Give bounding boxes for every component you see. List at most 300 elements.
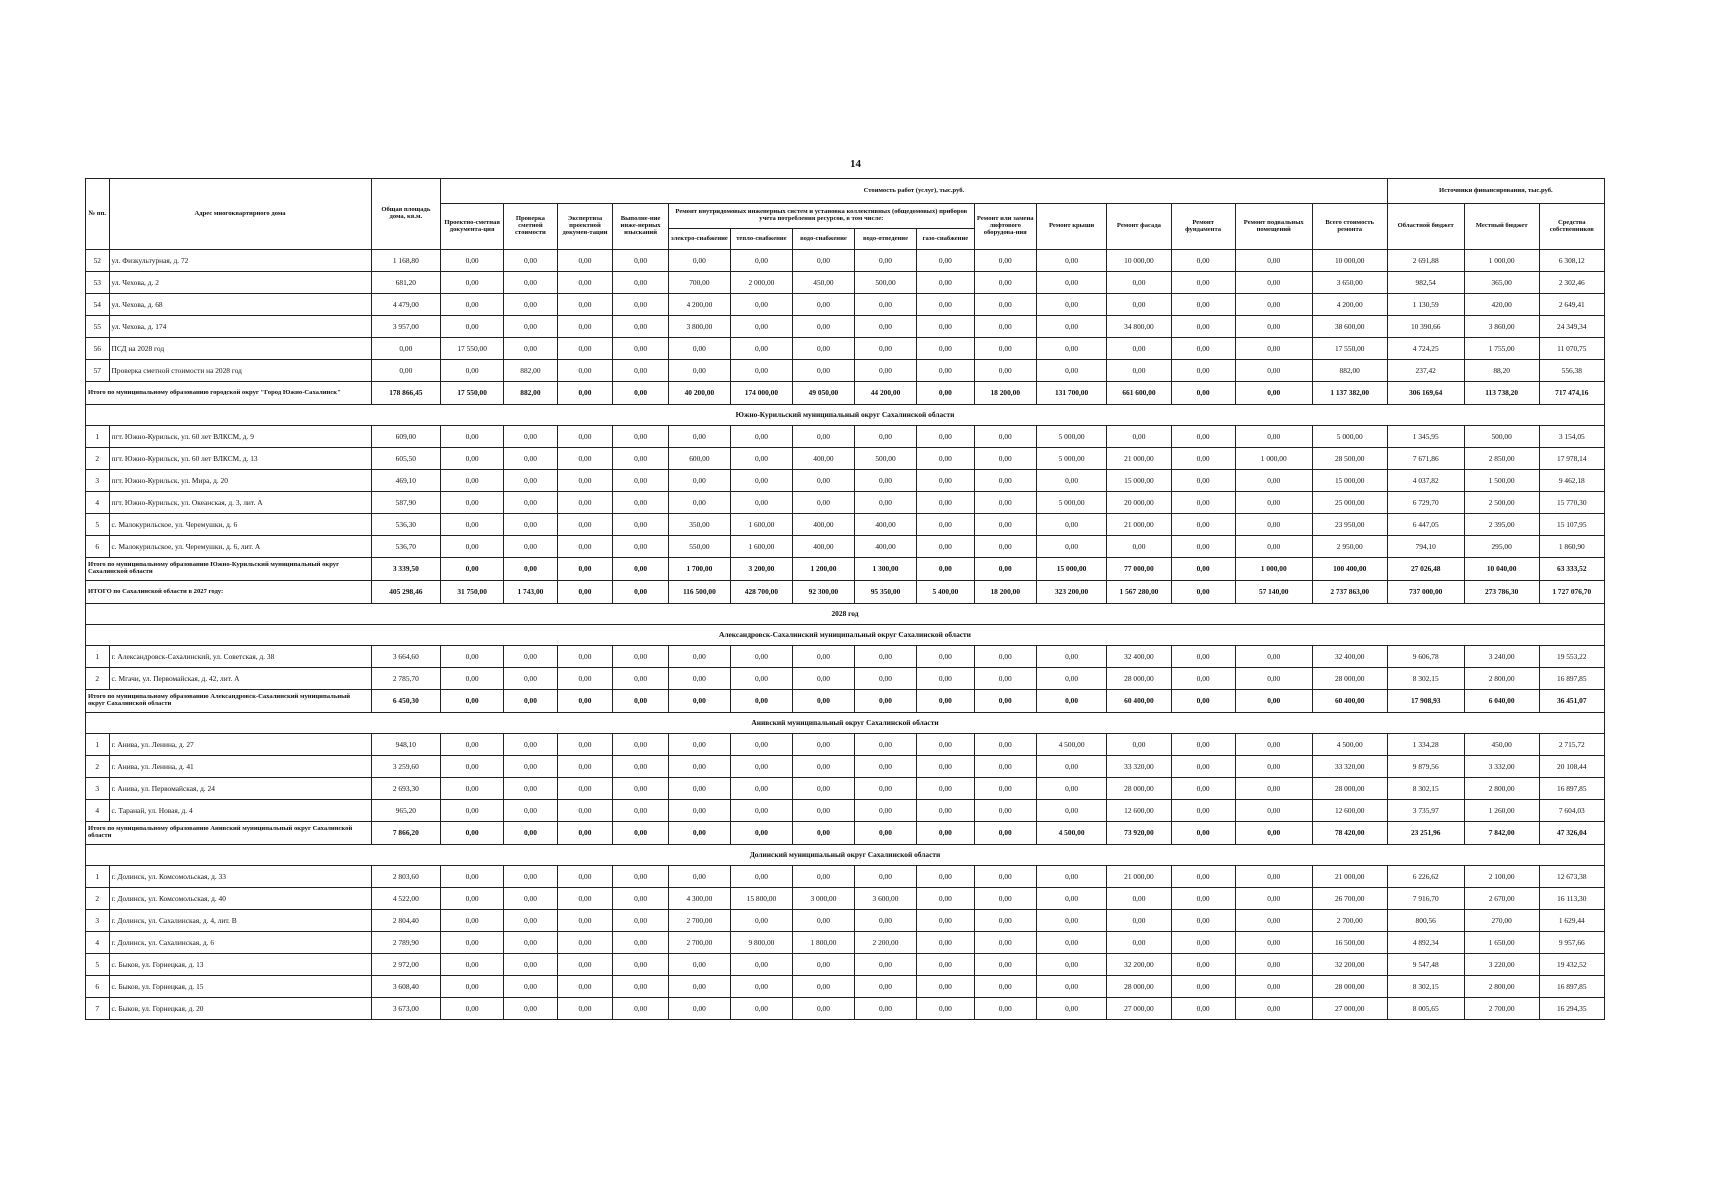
value-cell: 6 729,70 bbox=[1387, 492, 1464, 514]
table-row bbox=[86, 932, 1605, 954]
value-cell: 0,00 bbox=[1107, 294, 1171, 316]
value-cell: 0,00 bbox=[917, 910, 975, 932]
value-cell: 0,00 bbox=[1235, 646, 1312, 668]
value-cell: 0,00 bbox=[504, 492, 557, 514]
value-cell: 0,00 bbox=[1036, 690, 1107, 713]
value-cell: 0,00 bbox=[917, 536, 975, 558]
value-cell: 0,00 bbox=[504, 866, 557, 888]
value-cell: 33 320,00 bbox=[1107, 756, 1171, 778]
col-heat-header: тепло-снабжение bbox=[730, 229, 792, 250]
value-cell: 0,00 bbox=[668, 338, 730, 360]
value-cell: 1 743,00 bbox=[504, 581, 557, 604]
value-cell: 28 000,00 bbox=[1312, 778, 1387, 800]
value-cell: 0,00 bbox=[557, 976, 613, 998]
value-cell: 0,00 bbox=[1036, 250, 1107, 272]
value-cell: 0,00 bbox=[730, 448, 792, 470]
value-cell: 0,00 bbox=[1171, 756, 1235, 778]
value-cell: 420,00 bbox=[1464, 294, 1539, 316]
col-check-header: Проверка сметной стоимости bbox=[504, 204, 557, 250]
value-cell: 0,00 bbox=[1171, 734, 1235, 756]
value-cell: 0,00 bbox=[613, 382, 669, 405]
value-cell: 0,00 bbox=[792, 998, 854, 1020]
value-cell: 0,00 bbox=[1107, 426, 1171, 448]
value-cell: 0,00 bbox=[1171, 316, 1235, 338]
value-cell: 1 860,90 bbox=[1539, 536, 1604, 558]
value-cell: 0,00 bbox=[613, 690, 669, 713]
row-number: 5 bbox=[86, 954, 110, 976]
subtotal-row bbox=[86, 822, 1605, 845]
value-cell: 0,00 bbox=[730, 734, 792, 756]
value-cell: 270,00 bbox=[1464, 910, 1539, 932]
value-cell: 0,00 bbox=[730, 998, 792, 1020]
value-cell: 3 200,00 bbox=[730, 558, 792, 581]
value-cell: 0,00 bbox=[1235, 734, 1312, 756]
value-cell: 15 770,30 bbox=[1539, 492, 1604, 514]
value-cell: 6 226,62 bbox=[1387, 866, 1464, 888]
value-cell: 174 000,00 bbox=[730, 382, 792, 405]
value-cell: 737 000,00 bbox=[1387, 581, 1464, 604]
value-cell: 0,00 bbox=[974, 558, 1036, 581]
value-cell: 0,00 bbox=[1235, 888, 1312, 910]
value-cell: 16 897,85 bbox=[1539, 778, 1604, 800]
col-address-header: Адрес многоквартирного дома bbox=[109, 179, 371, 250]
value-cell: 0,00 bbox=[854, 646, 916, 668]
value-cell: 0,00 bbox=[730, 492, 792, 514]
value-cell: 965,20 bbox=[371, 800, 441, 822]
value-cell: 0,00 bbox=[1171, 536, 1235, 558]
value-cell: 0,00 bbox=[557, 382, 613, 405]
value-cell: 0,00 bbox=[371, 338, 441, 360]
value-cell: 0,00 bbox=[1171, 646, 1235, 668]
value-cell: 0,00 bbox=[1171, 910, 1235, 932]
value-cell: 17 978,14 bbox=[1539, 448, 1604, 470]
value-cell: 2 693,30 bbox=[371, 778, 441, 800]
value-cell: 0,00 bbox=[1171, 294, 1235, 316]
value-cell: 0,00 bbox=[504, 756, 557, 778]
row-number: 2 bbox=[86, 888, 110, 910]
value-cell: 0,00 bbox=[730, 426, 792, 448]
value-cell: 0,00 bbox=[441, 778, 504, 800]
building-address: пгт. Южно-Курильск, ул. 60 лет ВЛКСМ, д. 9 bbox=[109, 426, 371, 448]
value-cell: 0,00 bbox=[792, 954, 854, 976]
value-cell: 0,00 bbox=[613, 250, 669, 272]
value-cell: 16 113,30 bbox=[1539, 888, 1604, 910]
value-cell: 0,00 bbox=[1235, 756, 1312, 778]
value-cell: 0,00 bbox=[974, 448, 1036, 470]
value-cell: 0,00 bbox=[1235, 360, 1312, 382]
value-cell: 0,00 bbox=[854, 976, 916, 998]
value-cell: 0,00 bbox=[1171, 778, 1235, 800]
value-cell: 0,00 bbox=[854, 910, 916, 932]
value-cell: 12 600,00 bbox=[1107, 800, 1171, 822]
table-row bbox=[86, 514, 1605, 536]
value-cell: 3 673,00 bbox=[371, 998, 441, 1020]
value-cell: 0,00 bbox=[557, 426, 613, 448]
value-cell: 7 866,20 bbox=[371, 822, 441, 845]
building-address: г. Анива, ул. Ленина, д. 27 bbox=[109, 734, 371, 756]
value-cell: 0,00 bbox=[792, 360, 854, 382]
value-cell: 0,00 bbox=[1107, 536, 1171, 558]
value-cell: 3 000,00 bbox=[792, 888, 854, 910]
table-row bbox=[86, 778, 1605, 800]
value-cell: 0,00 bbox=[792, 822, 854, 845]
value-cell: 9 462,18 bbox=[1539, 470, 1604, 492]
table-row bbox=[86, 316, 1605, 338]
value-cell: 0,00 bbox=[917, 492, 975, 514]
value-cell: 0,00 bbox=[917, 250, 975, 272]
subtotal-label: Итого по муниципальному образованию Александровск-Сахалинский муниципальный округ Сахалинской области bbox=[86, 690, 372, 713]
table-row bbox=[86, 294, 1605, 316]
value-cell: 1 800,00 bbox=[792, 932, 854, 954]
value-cell: 5 000,00 bbox=[1312, 426, 1387, 448]
value-cell: 0,00 bbox=[974, 756, 1036, 778]
value-cell: 0,00 bbox=[613, 910, 669, 932]
value-cell: 273 786,30 bbox=[1464, 581, 1539, 604]
value-cell: 0,00 bbox=[441, 470, 504, 492]
value-cell: 0,00 bbox=[441, 558, 504, 581]
value-cell: 0,00 bbox=[441, 976, 504, 998]
value-cell: 0,00 bbox=[504, 294, 557, 316]
value-cell: 0,00 bbox=[917, 294, 975, 316]
value-cell: 0,00 bbox=[1036, 316, 1107, 338]
value-cell: 0,00 bbox=[557, 778, 613, 800]
building-address: г. Анива, ул. Первомайская, д. 24 bbox=[109, 778, 371, 800]
value-cell: 21 000,00 bbox=[1312, 866, 1387, 888]
value-cell: 1 000,00 bbox=[1235, 448, 1312, 470]
value-cell: 0,00 bbox=[1171, 954, 1235, 976]
value-cell: 0,00 bbox=[613, 514, 669, 536]
value-cell: 27 000,00 bbox=[1107, 998, 1171, 1020]
value-cell: 10 000,00 bbox=[1312, 250, 1387, 272]
value-cell: 0,00 bbox=[1171, 382, 1235, 405]
value-cell: 4 200,00 bbox=[1312, 294, 1387, 316]
funding-group-header: Источники финансирования, тыс.руб. bbox=[1387, 179, 1604, 204]
value-cell: 0,00 bbox=[917, 866, 975, 888]
value-cell: 2 785,70 bbox=[371, 668, 441, 690]
value-cell: 0,00 bbox=[1171, 448, 1235, 470]
col-regional-header: Областной бюджет bbox=[1387, 204, 1464, 250]
value-cell: 0,00 bbox=[974, 998, 1036, 1020]
value-cell: 12 673,38 bbox=[1539, 866, 1604, 888]
value-cell: 0,00 bbox=[974, 360, 1036, 382]
value-cell: 28 500,00 bbox=[1312, 448, 1387, 470]
col-facade-header: Ремонт фасада bbox=[1107, 204, 1171, 250]
value-cell: 21 000,00 bbox=[1107, 448, 1171, 470]
value-cell: 0,00 bbox=[613, 360, 669, 382]
value-cell: 0,00 bbox=[557, 756, 613, 778]
value-cell: 0,00 bbox=[854, 338, 916, 360]
value-cell: 0,00 bbox=[854, 470, 916, 492]
value-cell: 0,00 bbox=[1171, 272, 1235, 294]
value-cell: 1 629,44 bbox=[1539, 910, 1604, 932]
value-cell: 0,00 bbox=[557, 294, 613, 316]
value-cell: 500,00 bbox=[1464, 426, 1539, 448]
value-cell: 5 000,00 bbox=[1036, 426, 1107, 448]
value-cell: 0,00 bbox=[668, 426, 730, 448]
value-cell: 17 550,00 bbox=[1312, 338, 1387, 360]
value-cell: 0,00 bbox=[854, 998, 916, 1020]
row-number: 3 bbox=[86, 910, 110, 932]
value-cell: 605,50 bbox=[371, 448, 441, 470]
value-cell: 0,00 bbox=[974, 976, 1036, 998]
row-number: 4 bbox=[86, 800, 110, 822]
value-cell: 0,00 bbox=[668, 778, 730, 800]
value-cell: 0,00 bbox=[1235, 668, 1312, 690]
col-surveys-header: Выполне-ние инже-нерных изысканий bbox=[613, 204, 669, 250]
value-cell: 0,00 bbox=[792, 250, 854, 272]
value-cell: 47 326,04 bbox=[1539, 822, 1604, 845]
value-cell: 0,00 bbox=[557, 800, 613, 822]
value-cell: 4 200,00 bbox=[668, 294, 730, 316]
value-cell: 0,00 bbox=[917, 734, 975, 756]
value-cell: 0,00 bbox=[613, 338, 669, 360]
value-cell: 0,00 bbox=[730, 690, 792, 713]
row-number: 7 bbox=[86, 998, 110, 1020]
value-cell: 0,00 bbox=[792, 338, 854, 360]
row-number: 1 bbox=[86, 866, 110, 888]
table-row bbox=[86, 426, 1605, 448]
value-cell: 0,00 bbox=[557, 250, 613, 272]
value-cell: 0,00 bbox=[730, 800, 792, 822]
value-cell: 0,00 bbox=[557, 470, 613, 492]
value-cell: 9 800,00 bbox=[730, 932, 792, 954]
value-cell: 4 500,00 bbox=[1312, 734, 1387, 756]
value-cell: 0,00 bbox=[1235, 800, 1312, 822]
value-cell: 0,00 bbox=[792, 294, 854, 316]
value-cell: 0,00 bbox=[1171, 800, 1235, 822]
value-cell: 17 550,00 bbox=[441, 338, 504, 360]
value-cell: 0,00 bbox=[557, 316, 613, 338]
value-cell: 0,00 bbox=[441, 250, 504, 272]
value-cell: 0,00 bbox=[613, 470, 669, 492]
value-cell: 0,00 bbox=[974, 932, 1036, 954]
value-cell: 4 522,00 bbox=[371, 888, 441, 910]
value-cell: 0,00 bbox=[557, 581, 613, 604]
value-cell: 550,00 bbox=[668, 536, 730, 558]
value-cell: 0,00 bbox=[504, 448, 557, 470]
value-cell: 0,00 bbox=[792, 800, 854, 822]
value-cell: 0,00 bbox=[557, 338, 613, 360]
value-cell: 0,00 bbox=[1171, 492, 1235, 514]
value-cell: 24 349,34 bbox=[1539, 316, 1604, 338]
value-cell: 948,10 bbox=[371, 734, 441, 756]
value-cell: 0,00 bbox=[504, 910, 557, 932]
value-cell: 3 259,60 bbox=[371, 756, 441, 778]
value-cell: 0,00 bbox=[1235, 294, 1312, 316]
value-cell: 0,00 bbox=[917, 338, 975, 360]
value-cell: 0,00 bbox=[613, 581, 669, 604]
value-cell: 4 500,00 bbox=[1036, 822, 1107, 845]
value-cell: 0,00 bbox=[613, 778, 669, 800]
value-cell: 0,00 bbox=[668, 800, 730, 822]
value-cell: 0,00 bbox=[441, 932, 504, 954]
section-title: Долинский муниципальный округ Сахалинской области bbox=[86, 845, 1605, 866]
value-cell: 405 298,46 bbox=[371, 581, 441, 604]
value-cell: 15 000,00 bbox=[1036, 558, 1107, 581]
value-cell: 7 842,00 bbox=[1464, 822, 1539, 845]
value-cell: 32 200,00 bbox=[1312, 954, 1387, 976]
value-cell: 0,00 bbox=[504, 998, 557, 1020]
value-cell: 9 547,48 bbox=[1387, 954, 1464, 976]
section-title: 2028 год bbox=[86, 604, 1605, 625]
value-cell: 3 240,00 bbox=[1464, 646, 1539, 668]
value-cell: 0,00 bbox=[613, 558, 669, 581]
value-cell: 2 100,00 bbox=[1464, 866, 1539, 888]
value-cell: 113 738,20 bbox=[1464, 382, 1539, 405]
value-cell: 7 671,86 bbox=[1387, 448, 1464, 470]
section-title: Александровск-Сахалинский муниципальный округ Сахалинской области bbox=[86, 625, 1605, 646]
value-cell: 0,00 bbox=[557, 866, 613, 888]
value-cell: 0,00 bbox=[441, 536, 504, 558]
value-cell: 0,00 bbox=[613, 756, 669, 778]
value-cell: 0,00 bbox=[1107, 888, 1171, 910]
value-cell: 19 432,52 bbox=[1539, 954, 1604, 976]
value-cell: 0,00 bbox=[1036, 646, 1107, 668]
value-cell: 0,00 bbox=[557, 272, 613, 294]
subtotal-label: ИТОГО по Сахалинской области в 2027 году: bbox=[86, 581, 372, 604]
value-cell: 0,00 bbox=[974, 316, 1036, 338]
value-cell: 0,00 bbox=[371, 360, 441, 382]
value-cell: 0,00 bbox=[613, 866, 669, 888]
value-cell: 18 200,00 bbox=[974, 382, 1036, 405]
value-cell: 500,00 bbox=[854, 448, 916, 470]
value-cell: 0,00 bbox=[1036, 932, 1107, 954]
value-cell: 10 040,00 bbox=[1464, 558, 1539, 581]
value-cell: 0,00 bbox=[974, 470, 1036, 492]
value-cell: 0,00 bbox=[504, 338, 557, 360]
value-cell: 0,00 bbox=[557, 448, 613, 470]
value-cell: 587,90 bbox=[371, 492, 441, 514]
value-cell: 0,00 bbox=[668, 360, 730, 382]
value-cell: 3 154,05 bbox=[1539, 426, 1604, 448]
value-cell: 0,00 bbox=[730, 360, 792, 382]
value-cell: 0,00 bbox=[974, 492, 1036, 514]
value-cell: 0,00 bbox=[441, 426, 504, 448]
value-cell: 717 474,16 bbox=[1539, 382, 1604, 405]
value-cell: 0,00 bbox=[854, 294, 916, 316]
value-cell: 0,00 bbox=[1235, 910, 1312, 932]
value-cell: 3 608,40 bbox=[371, 976, 441, 998]
row-number: 3 bbox=[86, 778, 110, 800]
value-cell: 33 320,00 bbox=[1312, 756, 1387, 778]
value-cell: 32 400,00 bbox=[1312, 646, 1387, 668]
table-row bbox=[86, 448, 1605, 470]
value-cell: 0,00 bbox=[854, 426, 916, 448]
value-cell: 0,00 bbox=[613, 976, 669, 998]
value-cell: 2 700,00 bbox=[668, 932, 730, 954]
value-cell: 0,00 bbox=[668, 734, 730, 756]
value-cell: 0,00 bbox=[854, 954, 916, 976]
value-cell: 0,00 bbox=[854, 250, 916, 272]
value-cell: 0,00 bbox=[504, 514, 557, 536]
value-cell: 350,00 bbox=[668, 514, 730, 536]
value-cell: 1 755,00 bbox=[1464, 338, 1539, 360]
value-cell: 0,00 bbox=[504, 690, 557, 713]
value-cell: 0,00 bbox=[1235, 426, 1312, 448]
col-total-cost-header: Всего стоимость ремонта bbox=[1312, 204, 1387, 250]
value-cell: 3 800,00 bbox=[668, 316, 730, 338]
value-cell: 0,00 bbox=[1036, 998, 1107, 1020]
value-cell: 0,00 bbox=[1036, 976, 1107, 998]
value-cell: 0,00 bbox=[441, 866, 504, 888]
value-cell: 0,00 bbox=[730, 866, 792, 888]
value-cell: 0,00 bbox=[613, 448, 669, 470]
value-cell: 73 920,00 bbox=[1107, 822, 1171, 845]
value-cell: 0,00 bbox=[1235, 690, 1312, 713]
value-cell: 0,00 bbox=[1036, 294, 1107, 316]
value-cell: 0,00 bbox=[557, 360, 613, 382]
value-cell: 0,00 bbox=[917, 316, 975, 338]
building-address: пгт. Южно-Курильск, ул. 60 лет ВЛКСМ, д. 13 bbox=[109, 448, 371, 470]
value-cell: 2 803,60 bbox=[371, 866, 441, 888]
value-cell: 0,00 bbox=[917, 558, 975, 581]
table-row bbox=[86, 800, 1605, 822]
value-cell: 49 050,00 bbox=[792, 382, 854, 405]
value-cell: 0,00 bbox=[668, 756, 730, 778]
value-cell: 0,00 bbox=[504, 888, 557, 910]
value-cell: 88,20 bbox=[1464, 360, 1539, 382]
value-cell: 16 294,35 bbox=[1539, 998, 1604, 1020]
value-cell: 0,00 bbox=[1171, 668, 1235, 690]
value-cell: 34 800,00 bbox=[1107, 316, 1171, 338]
value-cell: 78 420,00 bbox=[1312, 822, 1387, 845]
value-cell: 60 400,00 bbox=[1312, 690, 1387, 713]
table-body bbox=[86, 250, 1605, 1020]
building-address: с. Быков, ул. Горнецкая, д. 13 bbox=[109, 954, 371, 976]
value-cell: 0,00 bbox=[792, 910, 854, 932]
value-cell: 0,00 bbox=[974, 778, 1036, 800]
value-cell: 1 168,80 bbox=[371, 250, 441, 272]
value-cell: 0,00 bbox=[613, 646, 669, 668]
value-cell: 0,00 bbox=[557, 998, 613, 1020]
value-cell: 36 451,07 bbox=[1539, 690, 1604, 713]
value-cell: 4 500,00 bbox=[1036, 734, 1107, 756]
value-cell: 0,00 bbox=[441, 360, 504, 382]
col-design-header: Проектно-сметная документа-ция bbox=[441, 204, 504, 250]
row-number: 1 bbox=[86, 426, 110, 448]
value-cell: 32 400,00 bbox=[1107, 646, 1171, 668]
row-number: 2 bbox=[86, 668, 110, 690]
value-cell: 0,00 bbox=[613, 954, 669, 976]
value-cell: 4 300,00 bbox=[668, 888, 730, 910]
value-cell: 0,00 bbox=[730, 756, 792, 778]
cost-group-header: Стоимость работ (услуг), тыс.руб. bbox=[441, 179, 1388, 204]
value-cell: 1 000,00 bbox=[1464, 250, 1539, 272]
value-cell: 0,00 bbox=[668, 954, 730, 976]
value-cell: 63 333,52 bbox=[1539, 558, 1604, 581]
table-row bbox=[86, 492, 1605, 514]
table-row bbox=[86, 998, 1605, 1020]
value-cell: 0,00 bbox=[917, 976, 975, 998]
value-cell: 131 700,00 bbox=[1036, 382, 1107, 405]
subtotal-row bbox=[86, 558, 1605, 581]
value-cell: 2 715,72 bbox=[1539, 734, 1604, 756]
value-cell: 0,00 bbox=[854, 756, 916, 778]
value-cell: 0,00 bbox=[730, 822, 792, 845]
value-cell: 0,00 bbox=[504, 954, 557, 976]
value-cell: 27 026,48 bbox=[1387, 558, 1464, 581]
value-cell: 1 727 076,70 bbox=[1539, 581, 1604, 604]
value-cell: 365,00 bbox=[1464, 272, 1539, 294]
value-cell: 7 916,70 bbox=[1387, 888, 1464, 910]
value-cell: 0,00 bbox=[557, 954, 613, 976]
row-number: 1 bbox=[86, 646, 110, 668]
section-title: Южно-Курильский муниципальный округ Сахалинской области bbox=[86, 405, 1605, 426]
value-cell: 0,00 bbox=[441, 800, 504, 822]
value-cell: 536,70 bbox=[371, 536, 441, 558]
value-cell: 0,00 bbox=[504, 272, 557, 294]
table-row bbox=[86, 536, 1605, 558]
